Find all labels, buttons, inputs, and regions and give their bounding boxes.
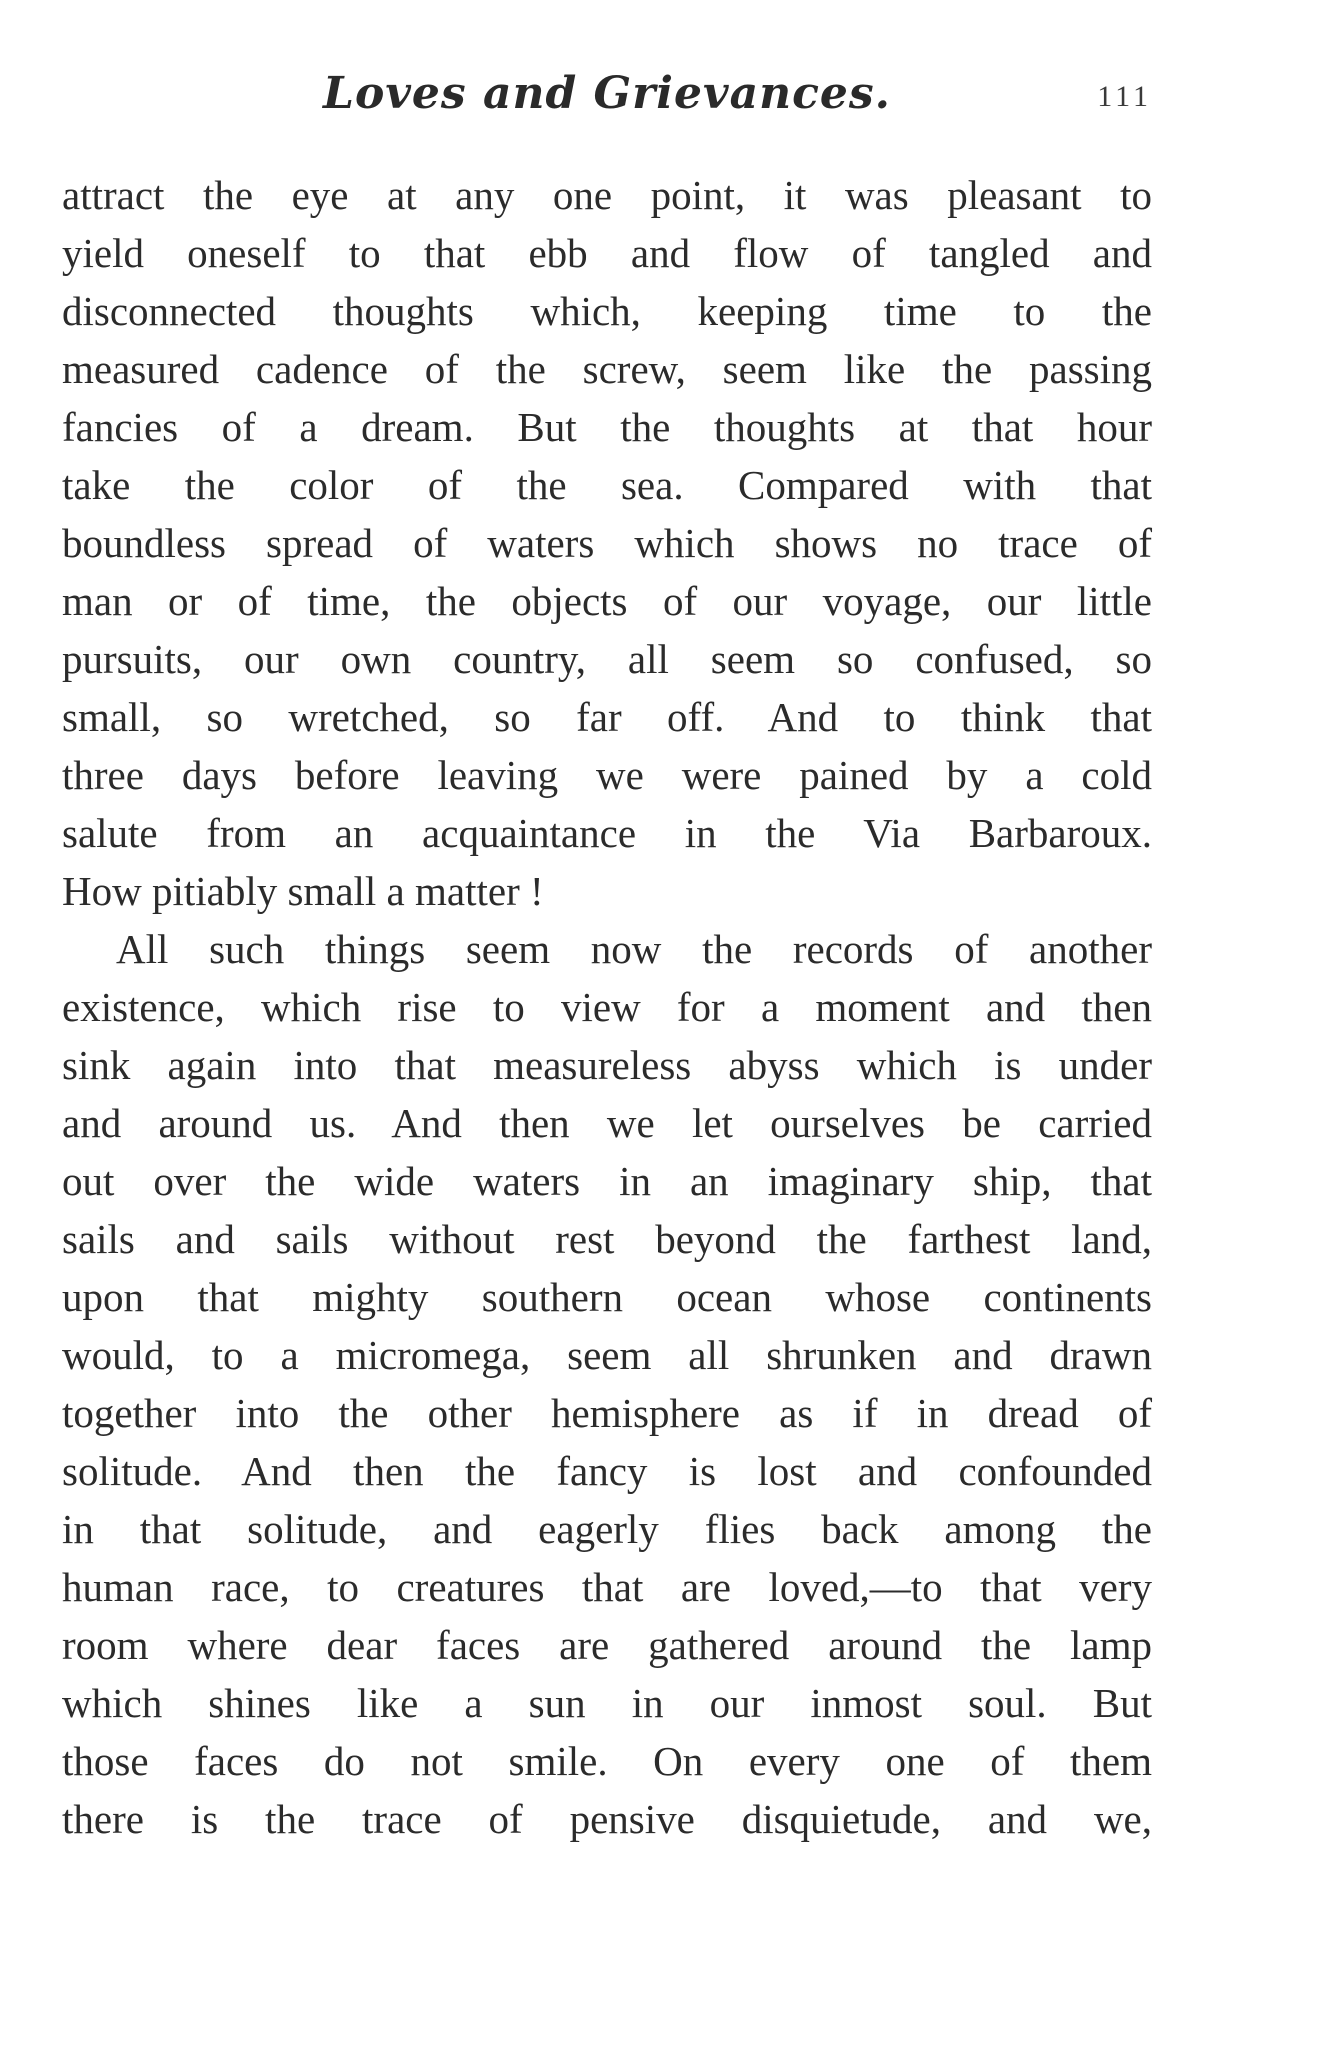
paragraph-1 [62, 166, 1152, 920]
text-line: measured cadence of the screw, seem like the passing [62, 346, 1152, 392]
text-line: human race, to creatures that are loved,—to that very [62, 1564, 1152, 1610]
text-line: man or of time, the objects of our voyage, our little [62, 578, 1152, 624]
text-line: yield oneself to that ebb and flow of tangled and [62, 230, 1152, 276]
text-line: out over the wide waters in an imaginary ship, that [62, 1158, 1152, 1204]
text-line: those faces do not smile. On every one of them [62, 1738, 1152, 1784]
running-head [62, 60, 1152, 140]
text-line: sails and sails without rest beyond the farthest land, [62, 1216, 1152, 1262]
text-line: room where dear faces are gathered around the lamp [62, 1622, 1152, 1668]
text-line: fancies of a dream. But the thoughts at that hour [62, 404, 1152, 450]
text-line: sink again into that measureless abyss which is under [62, 1042, 1152, 1088]
text-line: together into the other hemisphere as if in dread of [62, 1390, 1152, 1436]
text-line: boundless spread of waters which shows no trace of [62, 520, 1152, 566]
text-line: take the color of the sea. Compared with that [62, 462, 1152, 508]
text-line: pursuits, our own country, all seem so confused, so [62, 636, 1152, 682]
text-line: upon that mighty southern ocean whose continents [62, 1274, 1152, 1320]
text-line: in that solitude, and eagerly flies back among the [62, 1506, 1152, 1552]
text-line: salute from an acquaintance in the Via Barbaroux. [62, 810, 1152, 856]
text-line: All such things seem now the records of another [116, 926, 1152, 972]
text-line: would, to a micromega, seem all shrunken and drawn [62, 1332, 1152, 1378]
text-line: small, so wretched, so far off. And to think that [62, 694, 1152, 740]
text-line: solitude. And then the fancy is lost and confounded [62, 1448, 1152, 1494]
running-title: Loves and Grievances. [323, 68, 891, 119]
page-number: 111 [1097, 80, 1152, 113]
paragraph-2 [62, 920, 1152, 1848]
text-line: there is the trace of pensive disquietude, and we, [62, 1796, 1152, 1842]
text-line: which shines like a sun in our inmost soul. But [62, 1680, 1152, 1726]
text-line: three days before leaving we were pained by a cold [62, 752, 1152, 798]
text-line: How pitiably small a matter ! [62, 868, 544, 914]
text-line: and around us. And then we let ourselves be carried [62, 1100, 1152, 1146]
text-line: disconnected thoughts which, keeping time to the [62, 288, 1152, 334]
text-line: existence, which rise to view for a moment and then [62, 984, 1152, 1030]
body-text [62, 166, 1152, 1848]
text-line: attract the eye at any one point, it was pleasant to [62, 172, 1152, 218]
